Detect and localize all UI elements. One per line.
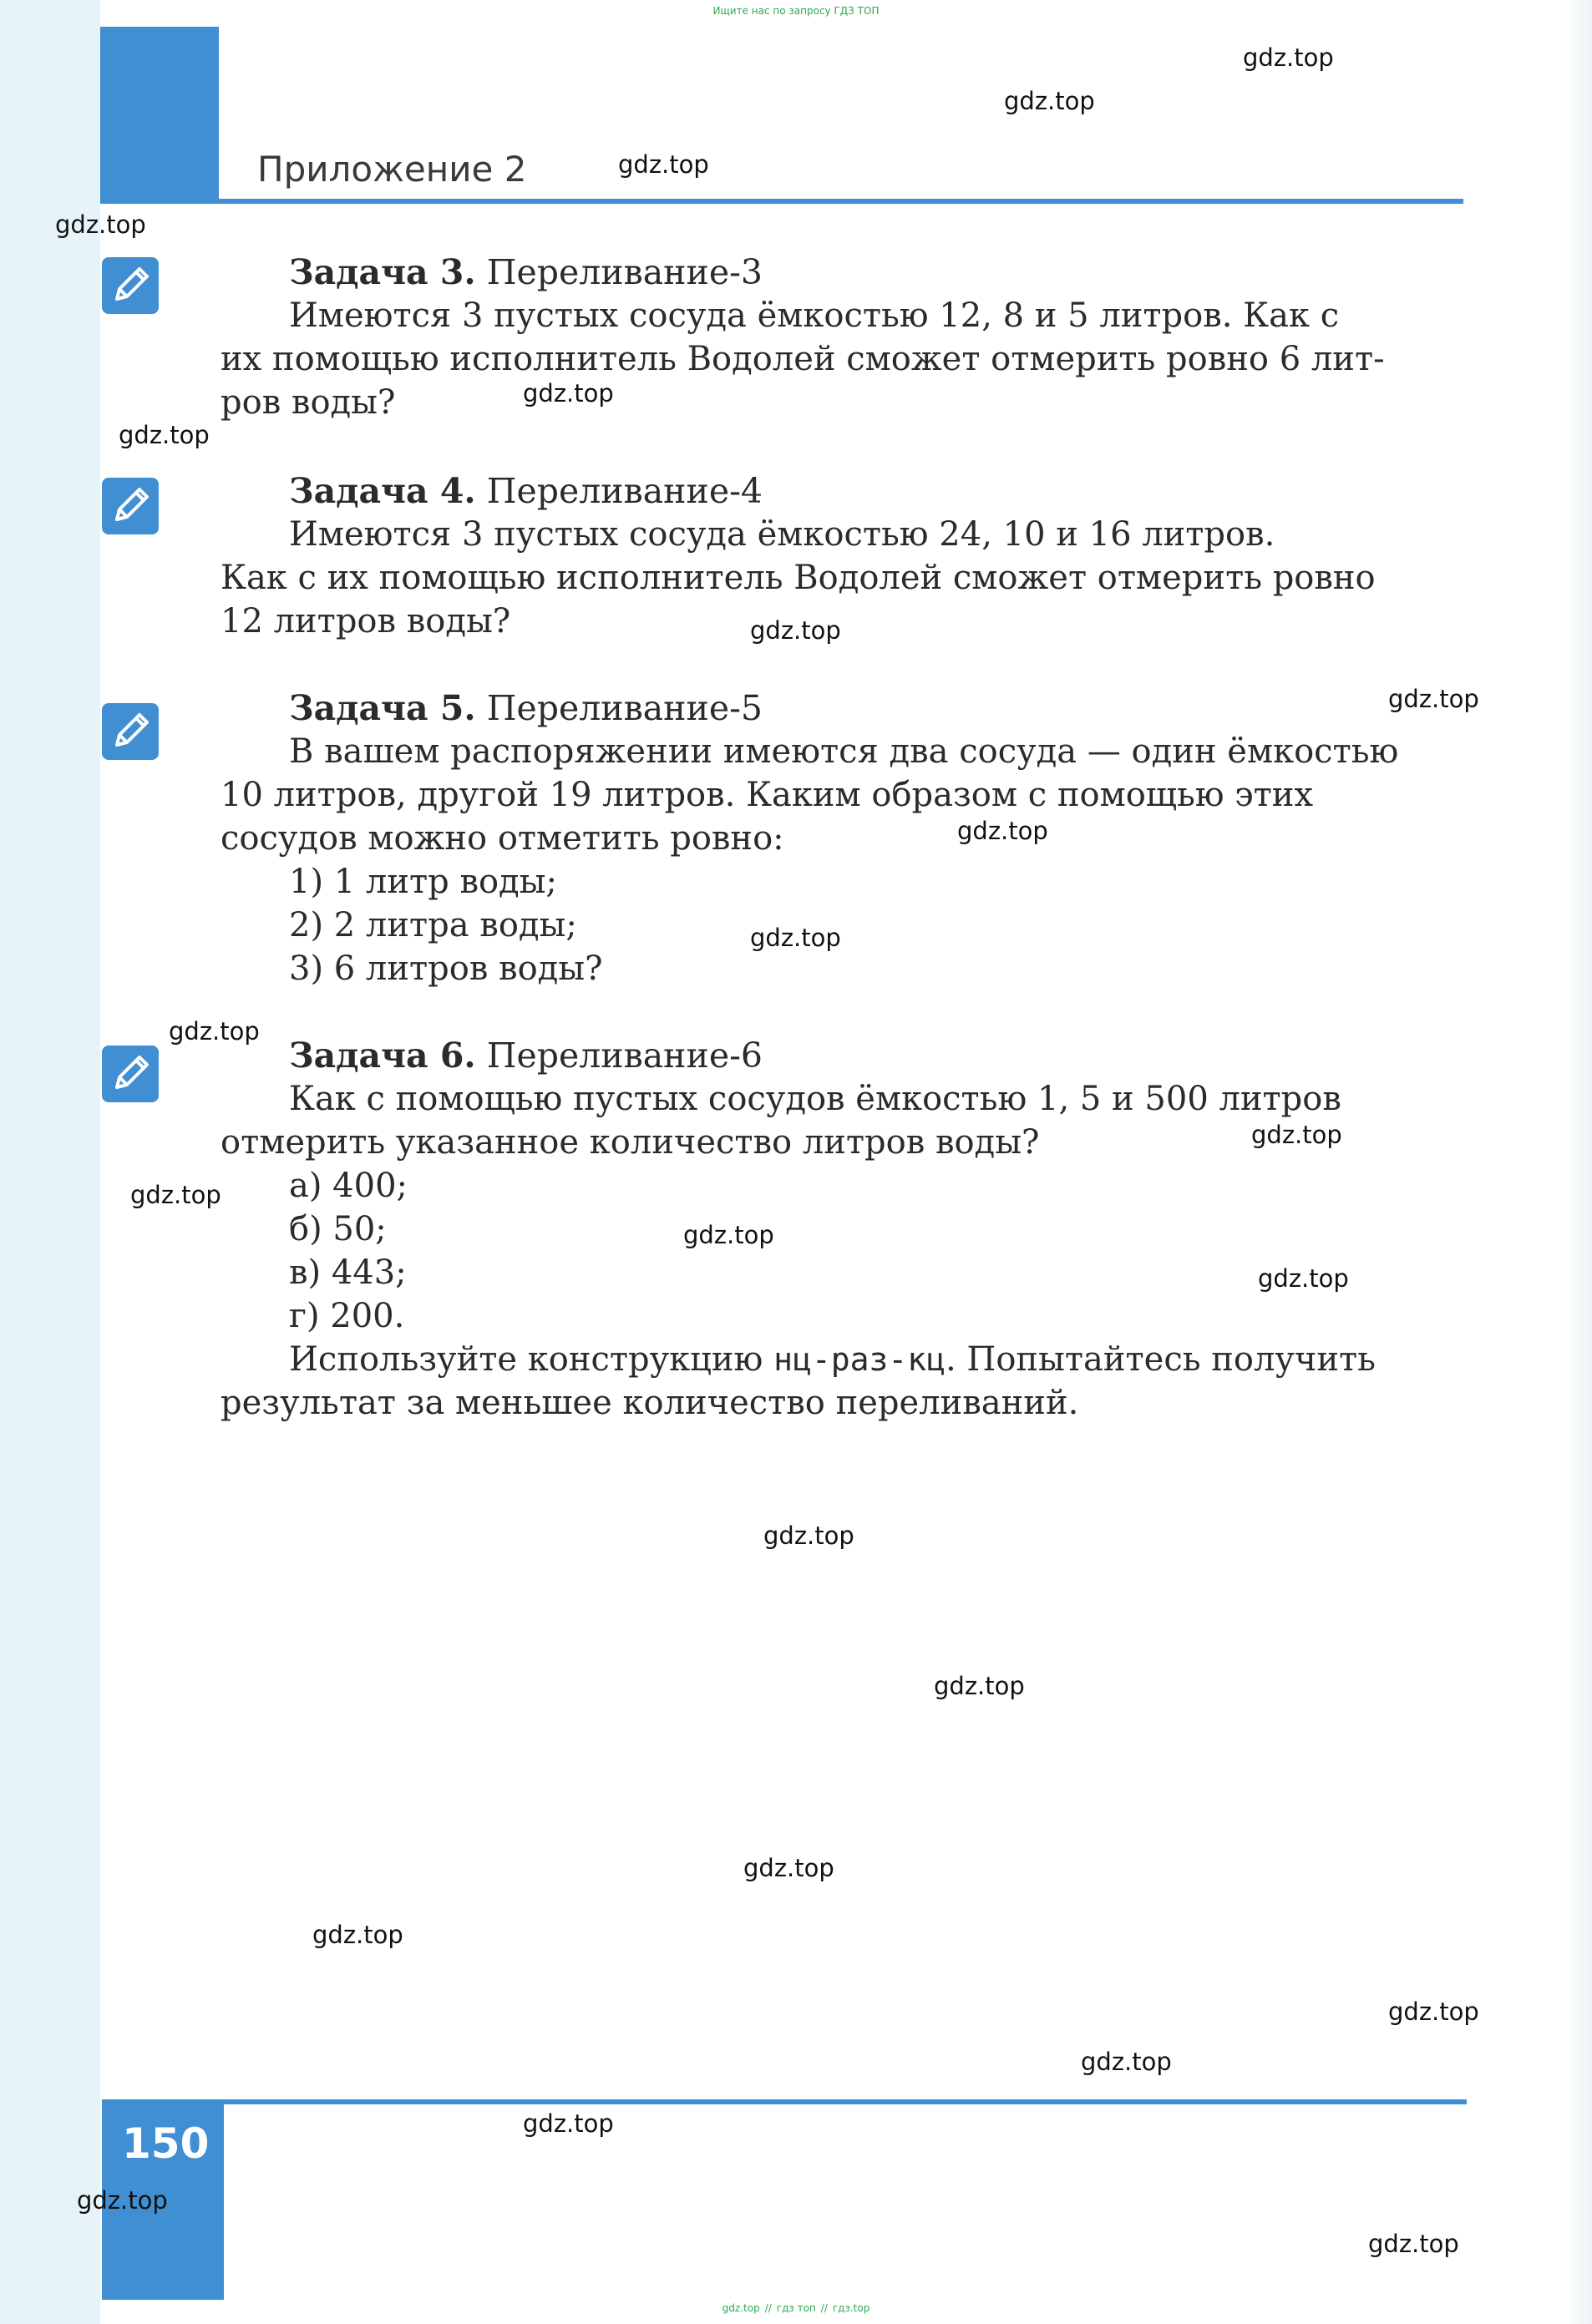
task-5-number: Задача 5. xyxy=(289,688,476,728)
task-5-heading xyxy=(289,686,763,730)
footer-links xyxy=(0,2302,1592,2314)
task-3-line-2: их помощью исполнитель Водолей сможет отмерить ровно 6 лит- xyxy=(221,340,1385,378)
task-6-note-after: . Попытайтесь получить xyxy=(946,1340,1376,1379)
watermark: gdz.top xyxy=(750,616,841,645)
watermark: gdz.top xyxy=(763,1521,854,1550)
task-5-item-1: 1) 1 литр воды; xyxy=(289,863,557,901)
watermark: gdz.top xyxy=(934,1672,1025,1700)
page-edge-shadow xyxy=(1564,0,1592,2324)
task-6-line-2: отмерить указанное количество литров воды? xyxy=(221,1123,1040,1162)
watermark: gdz.top xyxy=(1081,2048,1172,2076)
task-6-number: Задача 6. xyxy=(289,1035,476,1076)
watermark: gdz.top xyxy=(1388,1997,1479,2026)
footer-separator: // xyxy=(764,2302,772,2314)
watermark: gdz.top xyxy=(683,1221,774,1249)
task-6-line-1: Как с помощью пустых сосудов ёмкостью 1, 5 и 500 литров xyxy=(289,1080,1341,1118)
task-3-heading xyxy=(289,251,763,294)
watermark: gdz.top xyxy=(1004,87,1095,115)
task-4-line-1: Имеются 3 пустых сосуда ёмкостью 24, 10 и 16 литров. xyxy=(289,515,1275,554)
task-6-item-c: в) 443; xyxy=(289,1253,407,1292)
watermark: gdz.top xyxy=(750,924,841,952)
watermark: gdz.top xyxy=(1368,2230,1459,2258)
pencil-icon xyxy=(102,257,159,314)
watermark: gdz.top xyxy=(1251,1121,1342,1149)
task-3-line-1: Имеются 3 пустых сосуда ёмкостью 12, 8 и 5 литров. Как с xyxy=(289,296,1340,335)
watermark: gdz.top xyxy=(1258,1264,1349,1293)
watermark: gdz.top xyxy=(312,1921,403,1949)
watermark: gdz.top xyxy=(618,150,709,179)
page-title: Приложение 2 xyxy=(257,149,527,190)
watermark: gdz.top xyxy=(523,2109,614,2138)
task-5-line-1: В вашем распоряжении имеются два сосуда — один ёмкостью xyxy=(289,732,1399,771)
watermark: gdz.top xyxy=(77,2186,168,2215)
header-accent-bar xyxy=(100,27,219,204)
task-6-item-b: б) 50; xyxy=(289,1210,387,1248)
task-3-line-3: ров воды? xyxy=(221,383,396,422)
footer-link-2[interactable]: гдз топ xyxy=(776,2302,816,2314)
pencil-icon xyxy=(102,478,159,534)
task-6-heading xyxy=(289,1034,763,1077)
task-6-note-before: Используйте конструкцию xyxy=(289,1340,763,1379)
watermark: gdz.top xyxy=(130,1181,221,1209)
task-4-number: Задача 4. xyxy=(289,471,476,511)
task-6-item-a: а) 400; xyxy=(289,1167,408,1205)
task-3-title: Переливание-3 xyxy=(486,252,763,292)
task-6-note-line-1 xyxy=(289,1338,1376,1381)
pencil-icon xyxy=(102,1046,159,1102)
search-hint[interactable]: Ищите нас по запросу ГДЗ ТОП xyxy=(712,5,880,17)
task-5-line-2: 10 литров, другой 19 литров. Каким образом с помощью этих xyxy=(221,776,1314,814)
watermark: gdz.top xyxy=(1243,43,1334,72)
task-6-item-d: г) 200. xyxy=(289,1297,405,1335)
left-margin-band xyxy=(0,0,100,2324)
footer-rule xyxy=(224,2099,1467,2104)
header-rule xyxy=(219,199,1463,204)
footer-link-1[interactable]: gdz.top xyxy=(722,2302,760,2314)
watermark: gdz.top xyxy=(119,421,210,449)
watermark: gdz.top xyxy=(523,379,614,408)
task-4-line-3: 12 литров воды? xyxy=(221,602,511,640)
task-3-number: Задача 3. xyxy=(289,252,476,292)
footer-link-3[interactable]: гдз.top xyxy=(832,2302,870,2314)
pencil-icon xyxy=(102,703,159,760)
task-6-note-line-2: результат за меньшее количество переливаний. xyxy=(221,1384,1079,1422)
task-4-heading xyxy=(289,469,763,513)
task-5-title: Переливание-5 xyxy=(486,688,763,728)
page-number: 150 xyxy=(122,2119,210,2168)
watermark: gdz.top xyxy=(55,210,146,239)
watermark: gdz.top xyxy=(1388,685,1479,713)
watermark: gdz.top xyxy=(743,1854,834,1882)
footer-separator: // xyxy=(820,2302,828,2314)
watermark: gdz.top xyxy=(169,1017,260,1046)
task-5-item-3: 3) 6 литров воды? xyxy=(289,949,603,988)
task-4-title: Переливание-4 xyxy=(486,471,763,511)
task-6-note-code: нц-раз-кц xyxy=(773,1341,946,1378)
watermark: gdz.top xyxy=(957,817,1048,845)
task-5-line-3: сосудов можно отметить ровно: xyxy=(221,819,784,858)
task-5-item-2: 2) 2 литра воды; xyxy=(289,906,577,944)
task-6-title: Переливание-6 xyxy=(486,1035,763,1076)
task-4-line-2: Как с их помощью исполнитель Водолей сможет отмерить ровно xyxy=(221,559,1376,597)
